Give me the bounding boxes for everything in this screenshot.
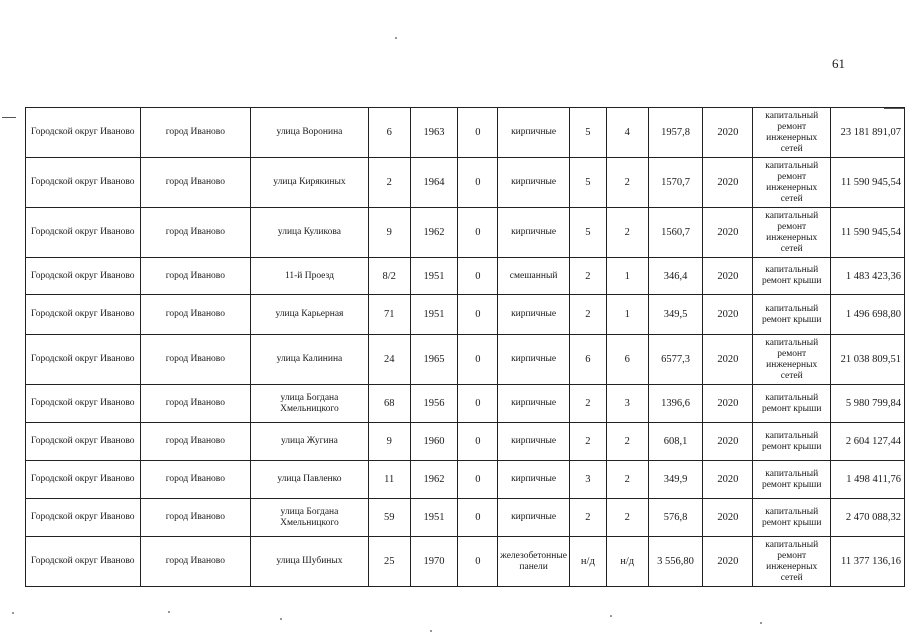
material-cell: кирпичные (498, 499, 570, 537)
table-row (26, 461, 905, 499)
house-cell: 9 (368, 423, 410, 461)
plan-year-cell: 2020 (703, 295, 753, 335)
city-cell: город Иваново (140, 335, 251, 385)
cost-cell: 23 181 891,07 (831, 108, 905, 158)
year-cell: 1965 (410, 335, 458, 385)
table-row (26, 537, 905, 587)
house-cell: 59 (368, 499, 410, 537)
year-cell: 1951 (410, 295, 458, 335)
district-cell: Городской округ Иваново (26, 335, 141, 385)
house-cell: 6 (368, 108, 410, 158)
district-cell: Городской округ Иваново (26, 385, 141, 423)
floors-cell: 2 (569, 423, 606, 461)
zero-cell: 0 (458, 537, 498, 587)
house-cell: 2 (368, 158, 410, 208)
district-cell: Городской округ Иваново (26, 537, 141, 587)
area-cell: 576,8 (648, 499, 703, 537)
plan-year-cell: 2020 (703, 335, 753, 385)
table-row (26, 158, 905, 208)
floors-cell: 5 (569, 108, 606, 158)
plan-year-cell: 2020 (703, 208, 753, 258)
area-cell: 1570,7 (648, 158, 703, 208)
zero-cell: 0 (458, 258, 498, 295)
work-type-cell: капитальный ремонт инженерных сетей (753, 537, 831, 587)
floors-cell: 6 (569, 335, 606, 385)
plan-year-cell: 2020 (703, 258, 753, 295)
floors-cell: 5 (569, 208, 606, 258)
city-cell: город Иваново (140, 385, 251, 423)
area-cell: 346,4 (648, 258, 703, 295)
page-number: 61 (832, 56, 845, 71)
table-row (26, 208, 905, 258)
zero-cell: 0 (458, 295, 498, 335)
work-type-cell: капитальный ремонт инженерных сетей (753, 208, 831, 258)
district-cell: Городской округ Иваново (26, 208, 141, 258)
plan-year-cell: 2020 (703, 158, 753, 208)
district-cell: Городской округ Иваново (26, 499, 141, 537)
zero-cell: 0 (458, 208, 498, 258)
cost-cell: 2 470 088,32 (831, 499, 905, 537)
plan-year-cell: 2020 (703, 423, 753, 461)
cost-cell: 5 980 799,84 (831, 385, 905, 423)
material-cell: кирпичные (498, 295, 570, 335)
table-row (26, 258, 905, 295)
housing-repair-table (25, 107, 905, 587)
table-row (26, 423, 905, 461)
zero-cell: 0 (458, 423, 498, 461)
entrances-cell: 2 (606, 499, 648, 537)
house-cell: 68 (368, 385, 410, 423)
work-type-cell: капитальный ремонт крыши (753, 423, 831, 461)
street-cell: улица Карьерная (251, 295, 369, 335)
district-cell: Городской округ Иваново (26, 158, 141, 208)
scan-speck (395, 37, 397, 39)
district-cell: Городской округ Иваново (26, 461, 141, 499)
year-cell: 1964 (410, 158, 458, 208)
cost-cell: 1 496 698,80 (831, 295, 905, 335)
street-cell: улица Куликова (251, 208, 369, 258)
work-type-cell: капитальный ремонт крыши (753, 385, 831, 423)
cost-cell: 1 498 411,76 (831, 461, 905, 499)
house-cell: 71 (368, 295, 410, 335)
floors-cell: н/д (569, 537, 606, 587)
table-row (26, 499, 905, 537)
scan-speck (760, 622, 762, 624)
work-type-cell: капитальный ремонт крыши (753, 499, 831, 537)
table-row (26, 385, 905, 423)
year-cell: 1963 (410, 108, 458, 158)
table-row (26, 108, 905, 158)
work-type-cell: капитальный ремонт крыши (753, 258, 831, 295)
cost-cell: 21 038 809,51 (831, 335, 905, 385)
floors-cell: 2 (569, 258, 606, 295)
street-cell: улица Богдана Хмельницкого (251, 499, 369, 537)
zero-cell: 0 (458, 335, 498, 385)
year-cell: 1951 (410, 499, 458, 537)
left-margin-mark (2, 117, 16, 118)
floors-cell: 2 (569, 385, 606, 423)
year-cell: 1962 (410, 208, 458, 258)
cost-cell: 11 377 136,16 (831, 537, 905, 587)
area-cell: 1957,8 (648, 108, 703, 158)
city-cell: город Иваново (140, 423, 251, 461)
plan-year-cell: 2020 (703, 385, 753, 423)
street-cell: улица Жугина (251, 423, 369, 461)
year-cell: 1970 (410, 537, 458, 587)
street-cell: 11-й Проезд (251, 258, 369, 295)
entrances-cell: 2 (606, 461, 648, 499)
house-cell: 11 (368, 461, 410, 499)
plan-year-cell: 2020 (703, 537, 753, 587)
entrances-cell: 1 (606, 295, 648, 335)
material-cell: кирпичные (498, 158, 570, 208)
zero-cell: 0 (458, 158, 498, 208)
cost-cell: 11 590 945,54 (831, 208, 905, 258)
material-cell: железобетонные панели (498, 537, 570, 587)
material-cell: кирпичные (498, 108, 570, 158)
zero-cell: 0 (458, 461, 498, 499)
zero-cell: 0 (458, 499, 498, 537)
scan-speck (280, 618, 282, 620)
city-cell: город Иваново (140, 108, 251, 158)
cost-cell: 2 604 127,44 (831, 423, 905, 461)
material-cell: кирпичные (498, 385, 570, 423)
floors-cell: 5 (569, 158, 606, 208)
work-type-cell: капитальный ремонт крыши (753, 461, 831, 499)
area-cell: 1396,6 (648, 385, 703, 423)
area-cell: 6577,3 (648, 335, 703, 385)
scan-speck (430, 630, 432, 632)
zero-cell: 0 (458, 385, 498, 423)
street-cell: улица Павленко (251, 461, 369, 499)
house-cell: 25 (368, 537, 410, 587)
cost-cell: 11 590 945,54 (831, 158, 905, 208)
entrances-cell: н/д (606, 537, 648, 587)
work-type-cell: капитальный ремонт крыши (753, 295, 831, 335)
material-cell: кирпичные (498, 461, 570, 499)
city-cell: город Иваново (140, 258, 251, 295)
entrances-cell: 3 (606, 385, 648, 423)
district-cell: Городской округ Иваново (26, 258, 141, 295)
material-cell: смешанный (498, 258, 570, 295)
floors-cell: 2 (569, 295, 606, 335)
area-cell: 349,9 (648, 461, 703, 499)
district-cell: Городской округ Иваново (26, 423, 141, 461)
year-cell: 1960 (410, 423, 458, 461)
scan-speck (12, 612, 14, 614)
plan-year-cell: 2020 (703, 499, 753, 537)
city-cell: город Иваново (140, 158, 251, 208)
house-cell: 9 (368, 208, 410, 258)
cost-cell: 1 483 423,36 (831, 258, 905, 295)
material-cell: кирпичные (498, 208, 570, 258)
work-type-cell: капитальный ремонт инженерных сетей (753, 158, 831, 208)
entrances-cell: 1 (606, 258, 648, 295)
plan-year-cell: 2020 (703, 108, 753, 158)
entrances-cell: 4 (606, 108, 648, 158)
entrances-cell: 2 (606, 158, 648, 208)
work-type-cell: капитальный ремонт инженерных сетей (753, 335, 831, 385)
material-cell: кирпичные (498, 423, 570, 461)
zero-cell: 0 (458, 108, 498, 158)
table-row (26, 295, 905, 335)
year-cell: 1956 (410, 385, 458, 423)
house-cell: 8/2 (368, 258, 410, 295)
entrances-cell: 2 (606, 423, 648, 461)
table-row (26, 335, 905, 385)
area-cell: 349,5 (648, 295, 703, 335)
material-cell: кирпичные (498, 335, 570, 385)
area-cell: 1560,7 (648, 208, 703, 258)
street-cell: улица Калинина (251, 335, 369, 385)
entrances-cell: 2 (606, 208, 648, 258)
street-cell: улица Кирякиных (251, 158, 369, 208)
city-cell: город Иваново (140, 208, 251, 258)
year-cell: 1962 (410, 461, 458, 499)
city-cell: город Иваново (140, 295, 251, 335)
work-type-cell: капитальный ремонт инженерных сетей (753, 108, 831, 158)
street-cell: улица Шубиных (251, 537, 369, 587)
plan-year-cell: 2020 (703, 461, 753, 499)
scan-speck (168, 611, 170, 613)
city-cell: город Иваново (140, 461, 251, 499)
floors-cell: 3 (569, 461, 606, 499)
district-cell: Городской округ Иваново (26, 108, 141, 158)
table-body (26, 108, 905, 587)
house-cell: 24 (368, 335, 410, 385)
city-cell: город Иваново (140, 537, 251, 587)
floors-cell: 2 (569, 499, 606, 537)
city-cell: город Иваново (140, 499, 251, 537)
year-cell: 1951 (410, 258, 458, 295)
area-cell: 608,1 (648, 423, 703, 461)
area-cell: 3 556,80 (648, 537, 703, 587)
entrances-cell: 6 (606, 335, 648, 385)
district-cell: Городской округ Иваново (26, 295, 141, 335)
street-cell: улица Воронина (251, 108, 369, 158)
scan-speck (610, 615, 612, 617)
street-cell: улица Богдана Хмельницкого (251, 385, 369, 423)
